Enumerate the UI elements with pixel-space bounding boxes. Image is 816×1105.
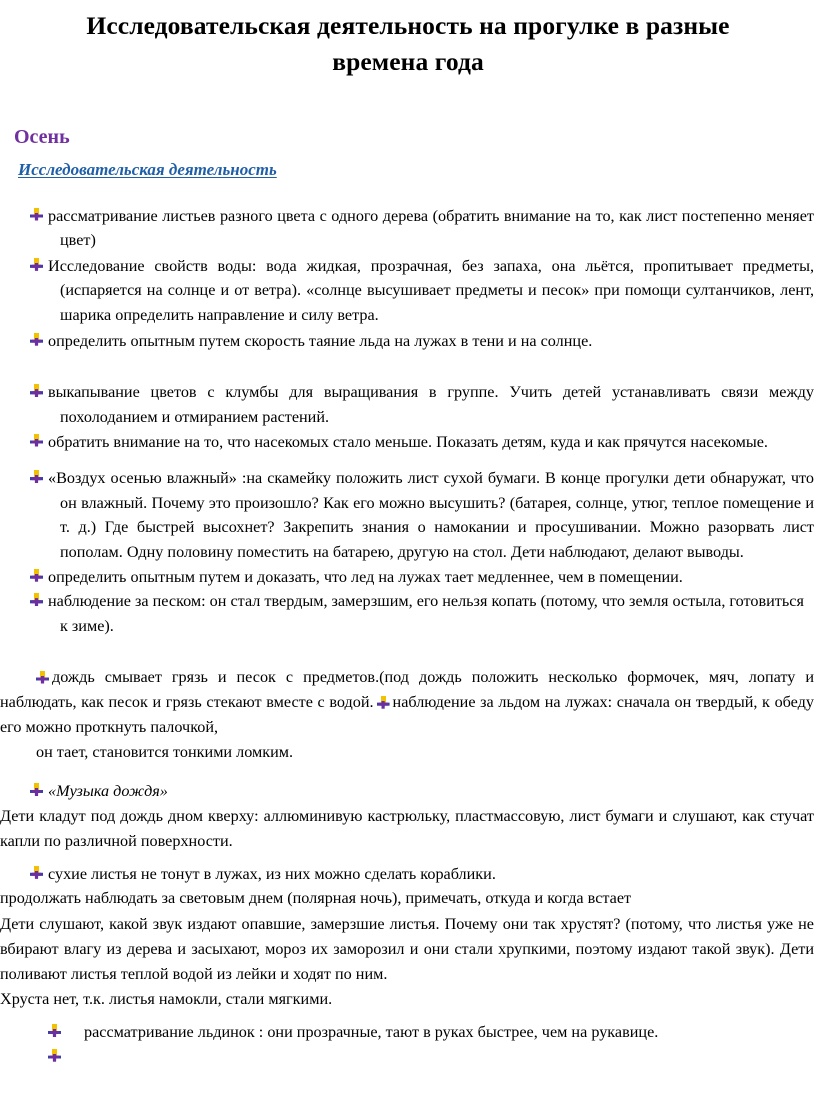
list-item-text: рассматривание льдинок : они прозрачные, тают в руках быстрее, чем на рукавице. [84, 1022, 659, 1041]
list-item-text: сухие листья не тонут в лужах, из них можно сделать кораблики. [48, 864, 496, 883]
page-title: Исследовательская деятельность на прогулке в разные времена года [86, 11, 730, 77]
bullet-group-d [0, 854, 816, 887]
rain-paragraph-part2: наблюдение за льдом на лужах: сначала он твердый, к обеду его можно проткнуть палочкой, [0, 692, 814, 736]
arrow-bullet-icon [30, 384, 43, 397]
list-item [30, 204, 814, 254]
arrow-bullet-icon [30, 258, 43, 271]
final-line-3: Хруста нет, т.к. листья намокли, стали мягкими. [0, 989, 333, 1008]
arrow-bullet-icon [377, 696, 390, 709]
music-bullet-group [0, 771, 816, 804]
list-item-text: наблюдение за песком: он стал твердым, замерзшим, его нельзя копать (потому, что земля остыла, готовиться к зиме). [48, 592, 804, 635]
final-line-2: Дети слушают, какой звук издают опавшие, замерзшие листья. Почему они так хрустят? (потому, что листья уже не вбирают влагу из дерева и засыхают, мороз их заморозил и они стали хрупкими, поэтому издают такой звук). Дети поливают листья теплой водой из лейки и ходят по ним. [0, 914, 814, 983]
bullet-group-e [0, 1012, 816, 1062]
arrow-bullet-icon [30, 208, 43, 221]
arrow-bullet-icon [30, 434, 43, 447]
final-line-1: продолжать наблюдать за световым днем (полярная ночь), примечать, откуда и когда встает [0, 889, 632, 908]
list-item-text: определить опытным путем скорость таяние льда на лужах в тени и на солнце. [48, 331, 593, 350]
arrow-bullet-icon [36, 671, 49, 684]
list-item [30, 779, 814, 804]
music-paragraph: Дети кладут под дождь дном кверху: аллюминивую кастрюльку, пластмассовую, лист бумаги и слушают, как стучат капли по различной поверхности. [0, 806, 814, 850]
arrow-bullet-icon [48, 1049, 61, 1062]
arrow-bullet-icon [30, 569, 43, 582]
arrow-bullet-icon [30, 593, 43, 606]
list-item-text: определить опытным путем и доказать, что лед на лужах тает медленнее, чем в помещении. [48, 567, 683, 586]
list-item [30, 565, 814, 590]
rain-paragraph-part3-line [0, 740, 816, 765]
arrow-bullet-icon [30, 783, 43, 796]
bullet-group-c [0, 454, 816, 638]
list-item [30, 430, 814, 455]
bullet-group-b [0, 354, 816, 454]
list-item-text: «Воздух осенью влажный» :на скамейку положить лист сухой бумаги. В конце прогулки дети обнаружат, что он влажный. Почему это произошло? Как его можно высушить? (батарея, солнце, утюг, теплое помещение и т. д.) Где быстрей высохнет? Закрепить знания о намокании и просушивании. Можно разорвать лист пополам. Одну половину поместить на батарею, другую на стол. Дети наблюдают, делают выводы. [48, 469, 814, 561]
arrow-bullet-icon [48, 1024, 61, 1037]
list-item [30, 254, 814, 329]
list-item-text: выкапывание цветов с клумбы для выращивания в группе. Учить детей устанавливать связи между похолоданием и отмиранием растений. [48, 383, 814, 426]
list-item [30, 380, 814, 429]
rain-paragraph [0, 639, 816, 740]
season-heading: Осень [14, 126, 70, 149]
list-item [30, 1020, 814, 1045]
list-item-text: Исследование свойств воды: вода жидкая, прозрачная, без запаха, она льётся, пропитывает предметы, (испаряется на солнце и от ветра). «солнце высушивает предметы и песок» при помощи султанчиков, лент, шарика определить направление и силу ветра. [48, 256, 814, 324]
list-item [30, 589, 814, 638]
subsection-heading [0, 149, 816, 181]
list-item-trailing [30, 1045, 814, 1062]
list-item [30, 862, 814, 887]
list-item-text: «Музыка дождя» [48, 781, 168, 800]
arrow-bullet-icon [30, 470, 43, 483]
list-item-text: обратить внимание на то, что насекомых стало меньше. Показать детям, куда и как прячутся насекомые. [48, 432, 768, 451]
list-item [30, 329, 814, 355]
rain-paragraph-part1: дождь смывает грязь и песок с предметов.(под дождь положить несколько формочек, мяч, лопату и наблюдать, как песок и грязь стекают вместе с водой. [0, 667, 814, 711]
arrow-bullet-icon [30, 866, 43, 879]
arrow-bullet-icon [30, 333, 43, 346]
subsection-heading-text: Исследовательская деятельность [18, 160, 277, 180]
bullet-group-a [0, 182, 816, 355]
rain-paragraph-part3: он тает, становится тонкими ломким. [36, 742, 294, 761]
list-item [30, 466, 814, 565]
list-item-text: рассматривание листьев разного цвета с одного дерева (обратить внимание на то, как лист постепенно меняет цвет) [48, 206, 814, 250]
